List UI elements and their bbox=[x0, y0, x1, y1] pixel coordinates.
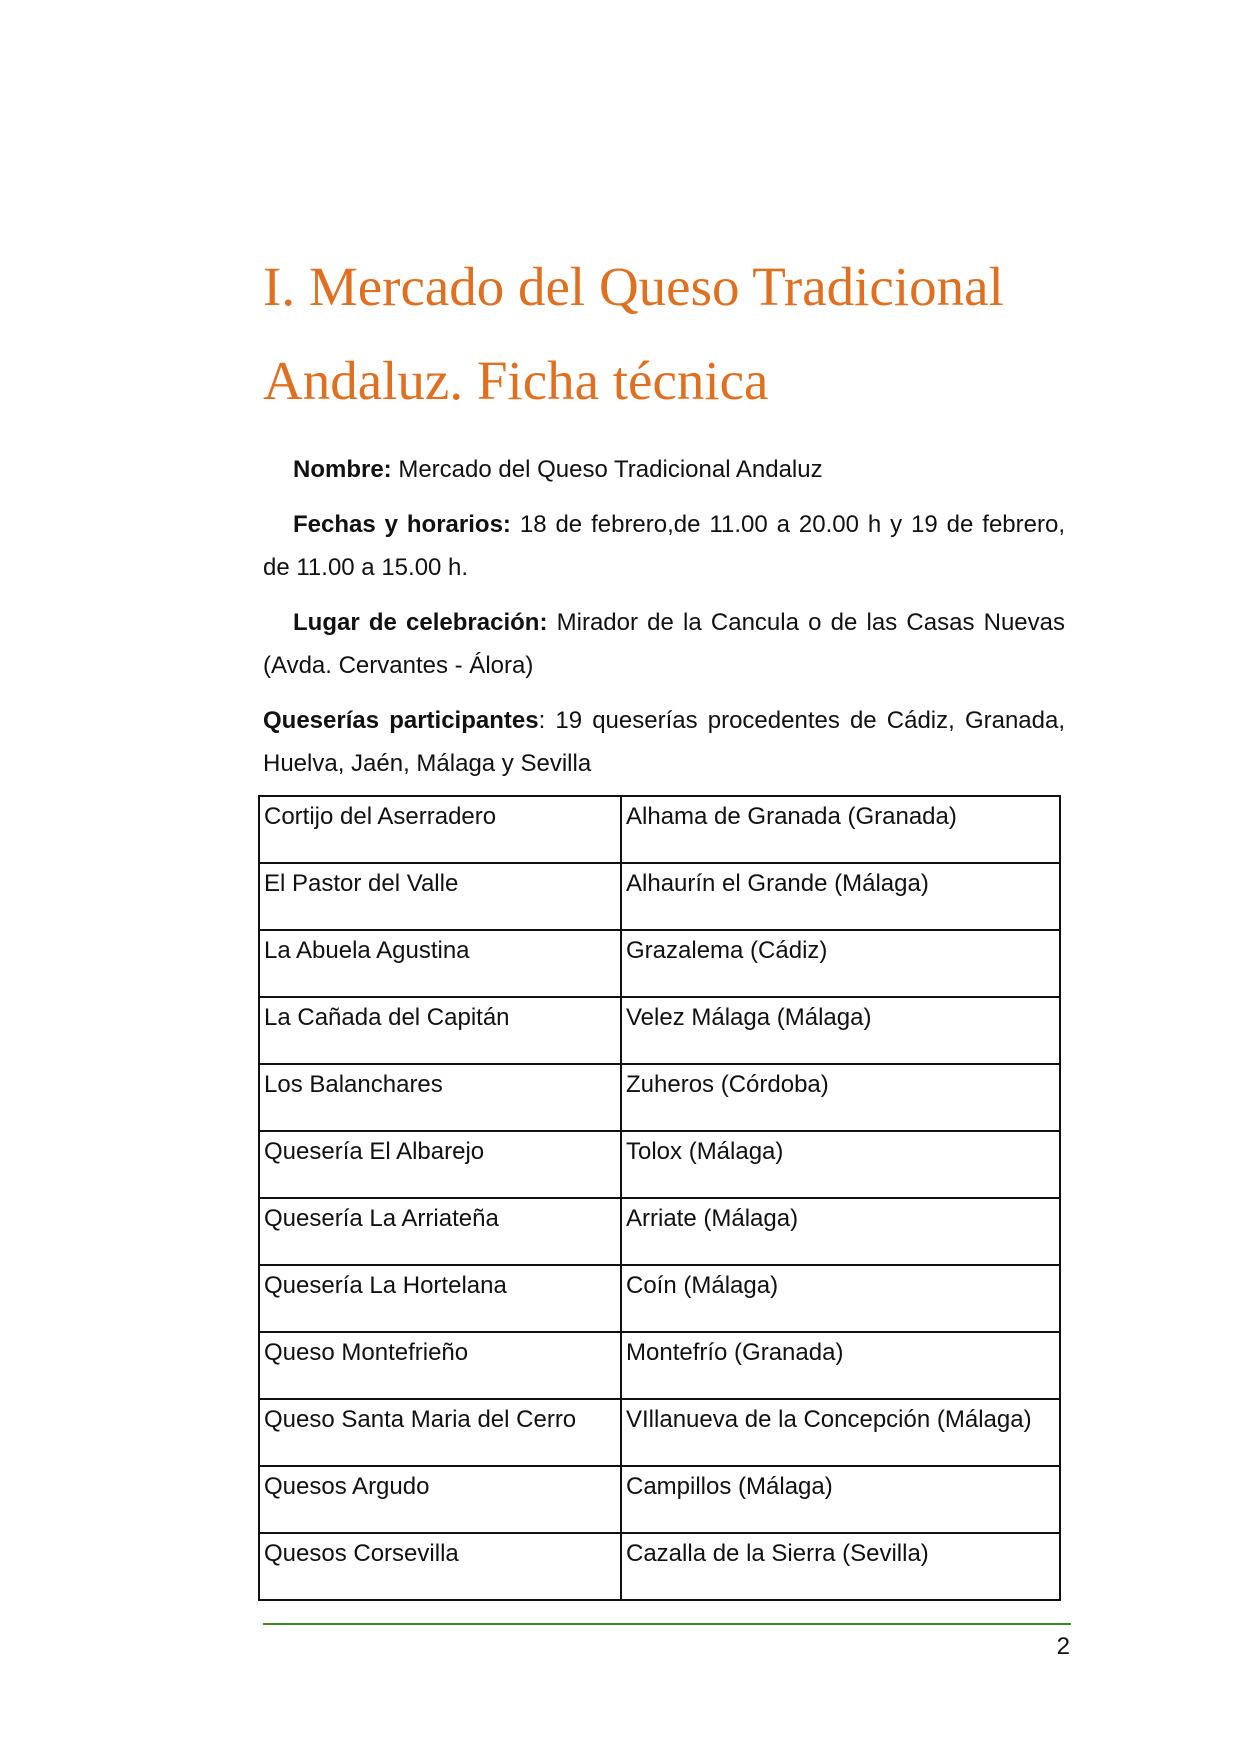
location-cell: Montefrío (Granada) bbox=[621, 1332, 1060, 1399]
nombre-label: Nombre: bbox=[293, 456, 392, 483]
cheese-maker-cell: Quesos Corsevilla bbox=[259, 1533, 621, 1600]
field-queserias bbox=[263, 699, 1065, 785]
cheese-maker-cell: Queso Montefrieño bbox=[259, 1332, 621, 1399]
title-line-2: Andaluz. Ficha técnica bbox=[263, 350, 769, 411]
lugar-label: Lugar de celebración: bbox=[293, 609, 548, 636]
page-title bbox=[263, 240, 1065, 428]
field-lugar bbox=[263, 601, 1065, 687]
footer-rule bbox=[263, 1623, 1071, 1625]
queserias-label: Queserías participantes bbox=[263, 707, 539, 734]
cheese-maker-cell: El Pastor del Valle bbox=[259, 863, 621, 930]
cheese-maker-cell: La Abuela Agustina bbox=[259, 930, 621, 997]
table-row bbox=[259, 1399, 1060, 1466]
cheese-maker-cell: Quesería La Hortelana bbox=[259, 1265, 621, 1332]
location-cell: Alhama de Granada (Granada) bbox=[621, 796, 1060, 863]
document-body bbox=[263, 240, 1065, 797]
location-cell: VIllanueva de la Concepción (Málaga) bbox=[621, 1399, 1060, 1466]
queserias-value: : 19 queserías procedentes de Cádiz, Granada, Huelva, Jaén, Málaga y Sevilla bbox=[263, 707, 1066, 777]
cheese-maker-cell: Quesos Argudo bbox=[259, 1466, 621, 1533]
cheese-maker-cell: Queso Santa Maria del Cerro bbox=[259, 1399, 621, 1466]
cheese-maker-cell: Quesería La Arriateña bbox=[259, 1198, 621, 1265]
location-cell: Tolox (Málaga) bbox=[621, 1131, 1060, 1198]
lugar-value: Mirador de la Cancula o de las Casas Nuevas (Avda. Cervantes - Álora) bbox=[263, 609, 1065, 679]
location-cell: Zuheros (Córdoba) bbox=[621, 1064, 1060, 1131]
table-row bbox=[259, 796, 1060, 863]
table-row bbox=[259, 997, 1060, 1064]
cheese-maker-cell: Quesería El Albarejo bbox=[259, 1131, 621, 1198]
nombre-value: Mercado del Queso Tradicional Andaluz bbox=[391, 456, 823, 483]
location-cell: Arriate (Málaga) bbox=[621, 1198, 1060, 1265]
cheese-maker-cell: La Cañada del Capitán bbox=[259, 997, 621, 1064]
fact-sheet bbox=[263, 448, 1065, 785]
table-row bbox=[259, 930, 1060, 997]
table-row bbox=[259, 1332, 1060, 1399]
table-row bbox=[259, 863, 1060, 930]
location-cell: Coín (Málaga) bbox=[621, 1265, 1060, 1332]
table-row bbox=[259, 1064, 1060, 1131]
location-cell: Campillos (Málaga) bbox=[621, 1466, 1060, 1533]
page-number: 2 bbox=[1056, 1633, 1070, 1660]
table-row bbox=[259, 1265, 1060, 1332]
fechas-label: Fechas y horarios: bbox=[293, 511, 511, 538]
title-line-1: I. Mercado del Queso Tradicional bbox=[263, 256, 1004, 317]
table-row bbox=[259, 1533, 1060, 1600]
table-row bbox=[259, 1466, 1060, 1533]
location-cell: Cazalla de la Sierra (Sevilla) bbox=[621, 1533, 1060, 1600]
fechas-value: 18 de febrero,de 11.00 a 20.00 h y 19 de febrero, de 11.00 a 15.00 h. bbox=[263, 511, 1065, 581]
cheese-makers-table bbox=[258, 795, 1061, 1601]
cheese-maker-cell: Cortijo del Aserradero bbox=[259, 796, 621, 863]
field-nombre bbox=[263, 448, 1065, 491]
field-fechas bbox=[263, 503, 1065, 589]
location-cell: Velez Málaga (Málaga) bbox=[621, 997, 1060, 1064]
location-cell: Grazalema (Cádiz) bbox=[621, 930, 1060, 997]
location-cell: Alhaurín el Grande (Málaga) bbox=[621, 863, 1060, 930]
cheese-maker-cell: Los Balanchares bbox=[259, 1064, 621, 1131]
table-row bbox=[259, 1198, 1060, 1265]
table-row bbox=[259, 1131, 1060, 1198]
